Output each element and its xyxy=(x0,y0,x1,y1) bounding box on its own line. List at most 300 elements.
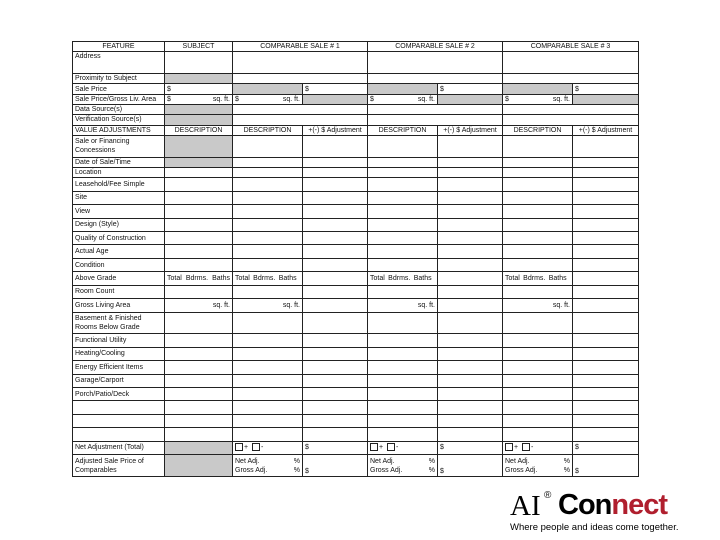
sale-financing-comp2[interactable] xyxy=(368,135,438,157)
blank-cell[interactable] xyxy=(303,414,368,427)
address-subject[interactable] xyxy=(165,52,233,74)
blank-label[interactable] xyxy=(73,414,165,427)
blank-cell[interactable] xyxy=(503,428,573,441)
sale-price-gla-comp3-shade xyxy=(573,94,639,104)
total-label: Total xyxy=(167,274,182,282)
header-comp3: COMPARABLE SALE # 3 xyxy=(503,42,639,52)
location-comp3[interactable] xyxy=(503,168,573,178)
proximity-comp2[interactable] xyxy=(368,74,503,84)
gla-comp1[interactable]: sq. ft. xyxy=(233,299,303,312)
minus-sign: - xyxy=(530,444,534,452)
adjusted-price-adj3[interactable]: $ xyxy=(573,455,639,477)
plus-checkbox[interactable] xyxy=(235,443,243,451)
verification-sources-subject xyxy=(165,115,233,125)
room-count-row xyxy=(73,285,639,298)
energy-efficient-adj2[interactable] xyxy=(438,361,503,374)
desc-comp1: DESCRIPTION xyxy=(233,125,303,135)
adjusted-price-adj1[interactable]: $ xyxy=(303,455,368,477)
condition-label: Condition xyxy=(73,258,165,271)
plus-sign: + xyxy=(379,444,384,452)
room-count-adj1[interactable] xyxy=(303,285,368,298)
gross-adj-label: Gross Adj. xyxy=(505,466,538,474)
site-adj1[interactable] xyxy=(303,191,368,204)
view-adj1[interactable] xyxy=(303,205,368,218)
adjusted-price-comp1 xyxy=(233,455,303,477)
porch-adj1[interactable] xyxy=(303,387,368,400)
verification-sources-comp1[interactable] xyxy=(233,115,368,125)
basement-label: Basement & Finished Rooms Below Grade xyxy=(73,312,165,334)
sale-financing-comp1[interactable] xyxy=(233,135,303,157)
sale-price-subject[interactable]: $ xyxy=(165,84,233,94)
heating-cooling-adj2[interactable] xyxy=(438,347,503,360)
gla-adj1[interactable] xyxy=(303,299,368,312)
actual-age-comp1[interactable] xyxy=(233,245,303,258)
sale-price-comp3-shade xyxy=(503,84,573,94)
gla-adj2[interactable] xyxy=(438,299,503,312)
above-grade-comp2 xyxy=(368,272,438,285)
energy-efficient-subject[interactable] xyxy=(165,361,233,374)
baths-label: Baths xyxy=(413,274,432,282)
desc-comp3: DESCRIPTION xyxy=(503,125,573,135)
proximity-comp1[interactable] xyxy=(233,74,368,84)
date-of-sale-adj2[interactable] xyxy=(438,157,503,167)
condition-adj1[interactable] xyxy=(303,258,368,271)
gla-adj3[interactable] xyxy=(573,299,639,312)
quality-row xyxy=(73,232,639,245)
view-adj2[interactable] xyxy=(438,205,503,218)
sale-financing-adj2[interactable] xyxy=(438,135,503,157)
garage-adj1[interactable] xyxy=(303,374,368,387)
percent-sign: % xyxy=(563,457,570,465)
sale-price-comp3[interactable]: $ xyxy=(573,84,639,94)
garage-adj2[interactable] xyxy=(438,374,503,387)
design-comp3[interactable] xyxy=(503,218,573,231)
sale-price-gla-label: Sale Price/Gross Liv. Area xyxy=(73,94,165,104)
minus-checkbox[interactable] xyxy=(252,443,260,451)
leasehold-label: Leasehold/Fee Simple xyxy=(73,178,165,191)
room-count-comp1[interactable] xyxy=(233,285,303,298)
plus-checkbox[interactable] xyxy=(370,443,378,451)
appraisal-grid xyxy=(72,41,639,477)
condition-comp1[interactable] xyxy=(233,258,303,271)
leasehold-adj1[interactable] xyxy=(303,178,368,191)
blank-cell[interactable] xyxy=(233,414,303,427)
functional-utility-subject[interactable] xyxy=(165,334,233,347)
blank-cell[interactable] xyxy=(303,428,368,441)
heating-cooling-adj1[interactable] xyxy=(303,347,368,360)
basement-comp1[interactable] xyxy=(233,312,303,334)
design-subject[interactable] xyxy=(165,218,233,231)
design-adj3[interactable] xyxy=(573,218,639,231)
basement-comp3[interactable] xyxy=(503,312,573,334)
date-of-sale-adj3[interactable] xyxy=(573,157,639,167)
garage-comp3[interactable] xyxy=(503,374,573,387)
above-grade-adj3 xyxy=(573,272,639,285)
leasehold-subject[interactable] xyxy=(165,178,233,191)
sale-financing-row xyxy=(73,135,639,157)
energy-efficient-comp2[interactable] xyxy=(368,361,438,374)
gla-row xyxy=(73,299,639,312)
leasehold-comp3[interactable] xyxy=(503,178,573,191)
sale-price-gla-comp1-shade xyxy=(303,94,368,104)
blank-cell[interactable] xyxy=(438,401,503,414)
location-comp2[interactable] xyxy=(368,168,438,178)
date-of-sale-label: Date of Sale/Time xyxy=(73,157,165,167)
design-adj2[interactable] xyxy=(438,218,503,231)
date-of-sale-subject xyxy=(165,157,233,167)
porch-row xyxy=(73,387,639,400)
blank-cell[interactable] xyxy=(368,401,438,414)
data-sources-row xyxy=(73,105,639,115)
view-label: View xyxy=(73,205,165,218)
total-label: Total xyxy=(370,274,385,282)
total-label: Total xyxy=(505,274,520,282)
room-count-comp2[interactable] xyxy=(368,285,438,298)
basement-adj2[interactable] xyxy=(438,312,503,334)
blank-row-1 xyxy=(73,401,639,414)
garage-label: Garage/Carport xyxy=(73,374,165,387)
porch-comp2[interactable] xyxy=(368,387,438,400)
address-comp3[interactable] xyxy=(503,52,639,74)
blank-cell[interactable] xyxy=(573,428,639,441)
proximity-subject xyxy=(165,74,233,84)
header-comp1: COMPARABLE SALE # 1 xyxy=(233,42,368,52)
heating-cooling-row xyxy=(73,347,639,360)
above-grade-row xyxy=(73,272,639,285)
verification-sources-comp2[interactable] xyxy=(368,115,503,125)
heating-cooling-comp3[interactable] xyxy=(503,347,573,360)
date-of-sale-comp3[interactable] xyxy=(503,157,573,167)
porch-adj3[interactable] xyxy=(573,387,639,400)
basement-adj1[interactable] xyxy=(303,312,368,334)
site-comp1[interactable] xyxy=(233,191,303,204)
room-count-label: Room Count xyxy=(73,285,165,298)
porch-comp1[interactable] xyxy=(233,387,303,400)
blank-cell[interactable] xyxy=(438,414,503,427)
sale-price-gla-comp2[interactable] xyxy=(368,94,438,104)
actual-age-subject[interactable] xyxy=(165,245,233,258)
basement-comp2[interactable] xyxy=(368,312,438,334)
logo-tagline: Where people and ideas come together. xyxy=(510,522,679,533)
design-comp1[interactable] xyxy=(233,218,303,231)
functional-utility-comp2[interactable] xyxy=(368,334,438,347)
quality-comp1[interactable] xyxy=(233,232,303,245)
date-of-sale-row xyxy=(73,157,639,167)
sale-price-comp2[interactable]: $ xyxy=(438,84,503,94)
site-comp3[interactable] xyxy=(503,191,573,204)
view-comp1[interactable] xyxy=(233,205,303,218)
blank-cell[interactable] xyxy=(438,428,503,441)
view-subject[interactable] xyxy=(165,205,233,218)
data-sources-comp2[interactable] xyxy=(368,105,503,115)
leasehold-row xyxy=(73,178,639,191)
total-label: Total xyxy=(235,274,250,282)
quality-adj3[interactable] xyxy=(573,232,639,245)
site-label: Site xyxy=(73,191,165,204)
condition-subject[interactable] xyxy=(165,258,233,271)
date-of-sale-adj1[interactable] xyxy=(303,157,368,167)
sale-price-gla-comp2-shade xyxy=(438,94,503,104)
garage-comp2[interactable] xyxy=(368,374,438,387)
design-adj1[interactable] xyxy=(303,218,368,231)
porch-adj2[interactable] xyxy=(438,387,503,400)
porch-label: Porch/Patio/Deck xyxy=(73,387,165,400)
gla-subject[interactable]: sq. ft. xyxy=(165,299,233,312)
address-row xyxy=(73,52,639,74)
sqft-label: sq. ft. xyxy=(212,95,230,103)
baths-label: Baths xyxy=(548,274,567,282)
functional-utility-adj1[interactable] xyxy=(303,334,368,347)
blank-cell[interactable] xyxy=(368,414,438,427)
dollar-sign: $ xyxy=(167,95,171,103)
garage-adj3[interactable] xyxy=(573,374,639,387)
data-sources-comp3[interactable] xyxy=(503,105,639,115)
actual-age-adj2[interactable] xyxy=(438,245,503,258)
adjusted-price-comp2 xyxy=(368,455,438,477)
location-row xyxy=(73,168,639,178)
net-adjustment-adj3[interactable]: $ xyxy=(573,441,639,454)
heating-cooling-comp2[interactable] xyxy=(368,347,438,360)
net-adjustment-adj2[interactable]: $ xyxy=(438,441,503,454)
gross-adj-label: Gross Adj. xyxy=(370,466,403,474)
blank-cell[interactable] xyxy=(503,401,573,414)
location-comp1[interactable] xyxy=(233,168,303,178)
date-of-sale-comp2[interactable] xyxy=(368,157,438,167)
view-row xyxy=(73,205,639,218)
blank-cell[interactable] xyxy=(165,401,233,414)
site-subject[interactable] xyxy=(165,191,233,204)
data-sources-label: Data Source(s) xyxy=(73,105,165,115)
date-of-sale-comp1[interactable] xyxy=(233,157,303,167)
logo-con: Con xyxy=(558,489,612,521)
minus-checkbox[interactable] xyxy=(522,443,530,451)
verification-sources-row xyxy=(73,115,639,125)
adjusted-price-adj2[interactable]: $ xyxy=(438,455,503,477)
sale-financing-comp3[interactable] xyxy=(503,135,573,157)
quality-subject[interactable] xyxy=(165,232,233,245)
location-subject[interactable] xyxy=(165,168,233,178)
address-label: Address xyxy=(73,52,165,74)
quality-adj1[interactable] xyxy=(303,232,368,245)
condition-adj2[interactable] xyxy=(438,258,503,271)
basement-adj3[interactable] xyxy=(573,312,639,334)
actual-age-comp2[interactable] xyxy=(368,245,438,258)
actual-age-comp3[interactable] xyxy=(503,245,573,258)
sale-financing-adj3[interactable] xyxy=(573,135,639,157)
adj-comp3: +(-) $ Adjustment xyxy=(573,125,639,135)
blank-cell[interactable] xyxy=(573,414,639,427)
site-comp2[interactable] xyxy=(368,191,438,204)
percent-sign: % xyxy=(428,466,435,474)
dollar-sign: $ xyxy=(235,95,239,103)
heating-cooling-comp1[interactable] xyxy=(233,347,303,360)
plus-sign: + xyxy=(244,444,249,452)
header-feature: FEATURE xyxy=(73,42,165,52)
proximity-comp3[interactable] xyxy=(503,74,639,84)
blank-cell[interactable] xyxy=(573,401,639,414)
porch-subject[interactable] xyxy=(165,387,233,400)
leasehold-adj2[interactable] xyxy=(438,178,503,191)
baths-label: Baths xyxy=(212,274,230,282)
heating-cooling-subject[interactable] xyxy=(165,347,233,360)
gla-comp2[interactable]: sq. ft. xyxy=(368,299,438,312)
sale-financing-subject xyxy=(165,135,233,157)
gross-adj-label: Gross Adj. xyxy=(235,466,268,474)
location-label: Location xyxy=(73,168,165,178)
blank-cell[interactable] xyxy=(233,428,303,441)
net-adj-label: Net Adj. xyxy=(505,457,530,465)
header-row xyxy=(73,42,639,52)
blank-cell[interactable] xyxy=(303,401,368,414)
logo-ai-text: AI xyxy=(510,490,541,522)
energy-efficient-comp3[interactable] xyxy=(503,361,573,374)
room-count-comp3[interactable] xyxy=(503,285,573,298)
net-adjustment-comp1 xyxy=(233,441,303,454)
sqft-label: sq. ft. xyxy=(282,95,300,103)
header-subject: SUBJECT xyxy=(165,42,233,52)
functional-utility-comp1[interactable] xyxy=(233,334,303,347)
bdrms-label: Bdrms. xyxy=(253,274,276,282)
bdrms-label: Bdrms. xyxy=(185,274,209,282)
data-sources-subject xyxy=(165,105,233,115)
design-comp2[interactable] xyxy=(368,218,438,231)
location-adj3[interactable] xyxy=(573,168,639,178)
gla-comp3[interactable]: sq. ft. xyxy=(503,299,573,312)
ai-connect-logo xyxy=(510,490,690,535)
quality-comp2[interactable] xyxy=(368,232,438,245)
heating-cooling-adj3[interactable] xyxy=(573,347,639,360)
condition-comp3[interactable] xyxy=(503,258,573,271)
porch-comp3[interactable] xyxy=(503,387,573,400)
sale-financing-adj1[interactable] xyxy=(303,135,368,157)
blank-cell[interactable] xyxy=(165,428,233,441)
leasehold-adj3[interactable] xyxy=(573,178,639,191)
blank-label[interactable] xyxy=(73,428,165,441)
percent-sign: % xyxy=(563,466,570,474)
energy-efficient-adj3[interactable] xyxy=(573,361,639,374)
adjusted-price-subject xyxy=(165,455,233,477)
functional-utility-label: Functional Utility xyxy=(73,334,165,347)
condition-comp2[interactable] xyxy=(368,258,438,271)
blank-label[interactable] xyxy=(73,401,165,414)
logo-connect-text xyxy=(558,489,667,522)
energy-efficient-row xyxy=(73,361,639,374)
net-adjustment-adj1[interactable]: $ xyxy=(303,441,368,454)
net-adjustment-comp3 xyxy=(503,441,573,454)
value-adjustments-label: VALUE ADJUSTMENTS xyxy=(73,125,165,135)
garage-comp1[interactable] xyxy=(233,374,303,387)
sale-price-comp1-shade xyxy=(233,84,303,94)
sale-price-gla-subject[interactable] xyxy=(165,94,233,104)
net-adjustment-label: Net Adjustment (Total) xyxy=(73,441,165,454)
desc-subject: DESCRIPTION xyxy=(165,125,233,135)
minus-sign: - xyxy=(260,444,264,452)
view-comp3[interactable] xyxy=(503,205,573,218)
bdrms-label: Bdrms. xyxy=(523,274,546,282)
leasehold-comp2[interactable] xyxy=(368,178,438,191)
room-count-adj2[interactable] xyxy=(438,285,503,298)
adjusted-price-row xyxy=(73,455,639,477)
minus-sign: - xyxy=(395,444,399,452)
view-adj3[interactable] xyxy=(573,205,639,218)
logo-nect: nect xyxy=(611,489,668,521)
energy-efficient-label: Energy Efficient Items xyxy=(73,361,165,374)
quality-adj2[interactable] xyxy=(438,232,503,245)
energy-efficient-adj1[interactable] xyxy=(303,361,368,374)
plus-checkbox[interactable] xyxy=(505,443,513,451)
basement-row xyxy=(73,312,639,334)
condition-adj3[interactable] xyxy=(573,258,639,271)
room-count-adj3[interactable] xyxy=(573,285,639,298)
garage-subject[interactable] xyxy=(165,374,233,387)
adj-comp1: +(-) $ Adjustment xyxy=(303,125,368,135)
minus-checkbox[interactable] xyxy=(387,443,395,451)
above-grade-comp1 xyxy=(233,272,303,285)
sale-financing-label: Sale or Financing Concessions xyxy=(73,135,165,157)
functional-utility-adj2[interactable] xyxy=(438,334,503,347)
design-label: Design (Style) xyxy=(73,218,165,231)
actual-age-row xyxy=(73,245,639,258)
actual-age-adj1[interactable] xyxy=(303,245,368,258)
data-sources-comp1[interactable] xyxy=(233,105,368,115)
desc-comp2: DESCRIPTION xyxy=(368,125,438,135)
basement-subject[interactable] xyxy=(165,312,233,334)
blank-cell[interactable] xyxy=(165,414,233,427)
percent-sign: % xyxy=(293,457,300,465)
adjusted-price-label: Adjusted Sale Price of Comparables xyxy=(73,455,165,477)
location-adj1[interactable] xyxy=(303,168,368,178)
above-grade-subject xyxy=(165,272,233,285)
proximity-row xyxy=(73,74,639,84)
blank-cell[interactable] xyxy=(368,428,438,441)
site-adj3[interactable] xyxy=(573,191,639,204)
bdrms-label: Bdrms. xyxy=(388,274,411,282)
address-comp2[interactable] xyxy=(368,52,503,74)
verification-sources-label: Verification Source(s) xyxy=(73,115,165,125)
sale-price-gla-comp3[interactable] xyxy=(503,94,573,104)
sale-price-comp1[interactable]: $ xyxy=(303,84,368,94)
garage-row xyxy=(73,374,639,387)
functional-utility-comp3[interactable] xyxy=(503,334,573,347)
room-count-subject[interactable] xyxy=(165,285,233,298)
blank-row-3 xyxy=(73,428,639,441)
value-adjustments-row xyxy=(73,125,639,135)
blank-cell[interactable] xyxy=(503,414,573,427)
sale-price-gla-row xyxy=(73,94,639,104)
baths-label: Baths xyxy=(278,274,297,282)
view-comp2[interactable] xyxy=(368,205,438,218)
leasehold-comp1[interactable] xyxy=(233,178,303,191)
site-adj2[interactable] xyxy=(438,191,503,204)
address-comp1[interactable] xyxy=(233,52,368,74)
sale-price-comp2-shade xyxy=(368,84,438,94)
blank-cell[interactable] xyxy=(233,401,303,414)
actual-age-label: Actual Age xyxy=(73,245,165,258)
functional-utility-adj3[interactable] xyxy=(573,334,639,347)
sqft-label: sq. ft. xyxy=(552,95,570,103)
above-grade-adj2 xyxy=(438,272,503,285)
energy-efficient-comp1[interactable] xyxy=(233,361,303,374)
verification-sources-comp3[interactable] xyxy=(503,115,639,125)
actual-age-adj3[interactable] xyxy=(573,245,639,258)
adjusted-price-comp3 xyxy=(503,455,573,477)
site-row xyxy=(73,191,639,204)
proximity-label: Proximity to Subject xyxy=(73,74,165,84)
sale-price-gla-comp1[interactable] xyxy=(233,94,303,104)
location-adj2[interactable] xyxy=(438,168,503,178)
quality-comp3[interactable] xyxy=(503,232,573,245)
sale-price-row xyxy=(73,84,639,94)
